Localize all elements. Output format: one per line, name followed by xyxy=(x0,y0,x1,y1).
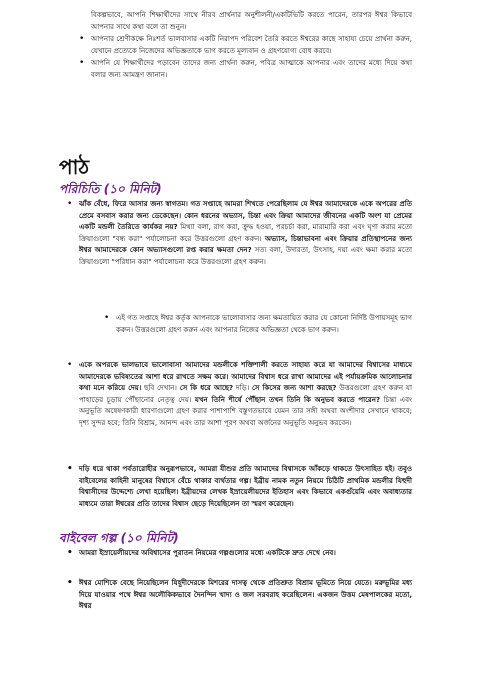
story-item-1-text: আমরা ইস্রায়েলীয়দের অবিশ্বাসের পুরাতন নিয়মের গল্পগুলোর মধ্যে একটিকে দ্রুত দেখে নেব। xyxy=(79,549,336,557)
intro-item-3 xyxy=(67,464,412,510)
story-item-1 xyxy=(67,548,412,560)
question-feel: যখন তিনি শীর্ষে পৌঁছান তখন তিনি কি অনুভব করতে পারেন? xyxy=(194,395,381,404)
list-item xyxy=(91,10,412,33)
question-holding: সে কি ধরে আছে? xyxy=(179,384,234,393)
answer-hoping: উত্তরগুলো গ্রহণ করুন যা পাহাড়ের চূড়ায় পৌঁছানোর নেতৃত্ব দেয়। xyxy=(79,384,412,404)
intro-sub-item xyxy=(104,313,412,336)
intro-answer-1: মিথ্যা বলা, রাগ করা, ক্রুদ্ধ হওয়া, পরচর্চা করা, মারামারি করা এবং ঘৃণা করার মতো ক্রিয়াগুলো "বন্ধ করা" পর্যালোচনা করে উত্তরগুলো গ্রহণ করুন। xyxy=(79,223,412,243)
intro-item-2 xyxy=(67,360,412,430)
top-bullet-list xyxy=(79,10,412,82)
answer-feel: চিন্তা এবং অনুভূতি অন্বেষণকারী ধারণাগুলো গ্রহণ করার পাশাপাশি বস্তুগতভাবে যেমন তার সঙ্গী অথবা অংশীদার সেখানে থাকবে; দৃশ্য সুন্দর হবে; তিনি বিশ্রাম, আনন্দ এবং তার আশা পূরণ অথবা অর্জনের অনুভূতি অনুভব করবেন। xyxy=(79,395,412,427)
bullet-icon: • xyxy=(79,58,85,69)
answer-rope: দড়ি। xyxy=(233,384,252,393)
bullet-icon: • xyxy=(67,548,73,558)
intro-question-1: ঝাঁক বেঁধে, ফিরে আসার জন্য স্বাগতম। গত সপ্তাহে আমরা শিখতে পেরেছিলাম যে ঈশ্বর আমাদেরকে একে অপরের প্রতি প্রেমে বসবাস করার জন্য ডেকেছেন। কোন ধরনের অভ্যাস, চিন্তা এবং ক্রিয়া আমাদের জীবনের একটি অংশ যা প্রেমের একটি মন্ডলী তৈরিতে কার্যকর নয়? xyxy=(79,200,412,232)
intro-item-3-text: দড়ি ধরে থাকা পর্বতারোহীর অনুরূপভাবে, আমরা যীশুর প্রতি আমাদের বিশ্বাসকে আঁকড়ে থাকতে উৎসাহিত হই। তবুও বাইবেলের কাহিনী মানুষের বিশ্বাসে বেঁচে থাকার ব্যর্থতার গল্প। ইব্রীয় নামক নতুন নিয়মে চিঠিটি প্রাথমিক মন্ডলীর যিহুদী বিশ্বাসীদের উদ্দেশ্যে লেখা হয়েছিল। ইব্রীয়দের লেখক ইস্রায়েলীয়দের ইতিহাস এবং কিভাবে একগুঁয়েমি এবং অবাধ্যতার মাধ্যমে তারা ঈশ্বরের প্রতি তাদের বিশ্বাস ছেড়ে দিয়েছিলেন তা স্মরণ করেছেন। xyxy=(79,465,412,508)
intro-item-1 xyxy=(67,199,413,269)
intro-question-2: অভ্যাস, চিন্তাভাবনা এবং ক্রিয়ার প্রতিস্থাপনের জন্য ঈশ্বর আমাদেরকে কোন অভ্যাসগুলো রপ্ত করার ক্ষমতা দেন? xyxy=(79,234,413,255)
list-item xyxy=(79,58,412,81)
list-item-text: আপনি যে শিক্ষার্থীদের পড়াবেন তাদের জন্য প্রার্থনা করুন, পবিত্র আত্মাকে আপনার এবং তাদের মধ্যে দিয়ে কথা বলার জন্য আমন্ত্রণ জানান। xyxy=(91,59,412,79)
bullet-icon: • xyxy=(67,360,73,370)
section-heading-intro: পরিচিতি (১০ মিনিট) xyxy=(59,182,162,196)
question-hoping: সে কিসের জন্য আশা করছে? xyxy=(251,384,337,393)
story-item-2-text: ঈশ্বর মোশিকে বেছে নিয়েছিলেন যিহূদীদেরকে মিশরের দাসত্ব থেকে প্রতিশ্রুত বিশ্রাম ভূমিতে নিয়ে যেতে। মরুভূমির মধ্য দিয়ে যাওয়ার পথে ঈশ্বর অলৌকিকভাবে দৈনন্দিন খাদ্য ও জল সরবরাহ করেছিলেন। একজন উত্তম মেষপালকের মতো, ঈশ্বর xyxy=(79,579,412,611)
bullet-icon: • xyxy=(67,464,73,474)
section-heading-story: বাইবেল গল্প (১০ মিনিট) xyxy=(59,531,179,545)
show-picture-text: ছবি দেখান। xyxy=(141,384,180,393)
page-heading: পাঠ xyxy=(59,155,90,179)
intro-answer-2: সত্য বলা, উদারতা, উৎসাহ, দয়া এবং ক্ষমা করার মতো ক্রিয়াগুলো "পরিধান করা" পর্যালোচনা করে উত্তরগুলো গ্রহণ করুন। xyxy=(79,246,412,266)
list-item-text: আপনার শ্রেণীকক্ষে নিঃশর্ত ভালবাসার একটি নিরাপদ পরিবেশ তৈরি করতে ঈশ্বরের কাছে সাহায্য চেয়ে প্রার্থনা করুন, যেখানে প্রত্যেকে নিজেদের অভিজ্ঞতাকে ভাগ করতে মূল্যবান ও গ্রহণযোগ্য বোধ করবে। xyxy=(91,35,412,55)
bullet-icon: • xyxy=(67,578,73,588)
list-item-text: বিকল্পভাবে, আপনি শিক্ষার্থীদের সাথে নীরব প্রার্থনার অনুশীলনী/একটিভিটি করতে পারেন, তারপর ঈশ্বর কিভাবে আপনার সাথে কথা বলে তা শুনুন। xyxy=(91,11,412,31)
list-item xyxy=(79,34,412,57)
story-item-2 xyxy=(67,578,412,613)
bullet-icon: • xyxy=(104,313,110,323)
bullet-icon: • xyxy=(79,34,85,45)
bullet-icon: • xyxy=(67,199,73,209)
intro-sub-text: এই গত সপ্তাহে ঈশ্বর কর্তৃক আপনাকে ভালোবাসার জন্য ক্ষমতায়িত করার যে কোনো নির্দিষ্ট উপায়সমূহ ভাগ করুন। উত্তরগুলো গ্রহণ করুন এবং আপনার নিজের অভিজ্ঞতা থেকে ভাগ করুন। xyxy=(116,314,412,334)
climber-intro-text: একে অপরকে ভালভাবে ভালোবাসা আমাদের মন্ডলীকে শক্তিশালী করতে সাহায্য করে যা আমাদের বিশ্বাসের মাধ্যমে আমাদেরকে ভবিষ্যতের আশা ধরে রাখতে সক্ষম করে। আমাদের বিশ্বাস ধরে রাখা আমাদের এই পর্যায়ক্রমিক আলোচনার কথা মনে করিয়ে দেয়। xyxy=(79,361,412,393)
